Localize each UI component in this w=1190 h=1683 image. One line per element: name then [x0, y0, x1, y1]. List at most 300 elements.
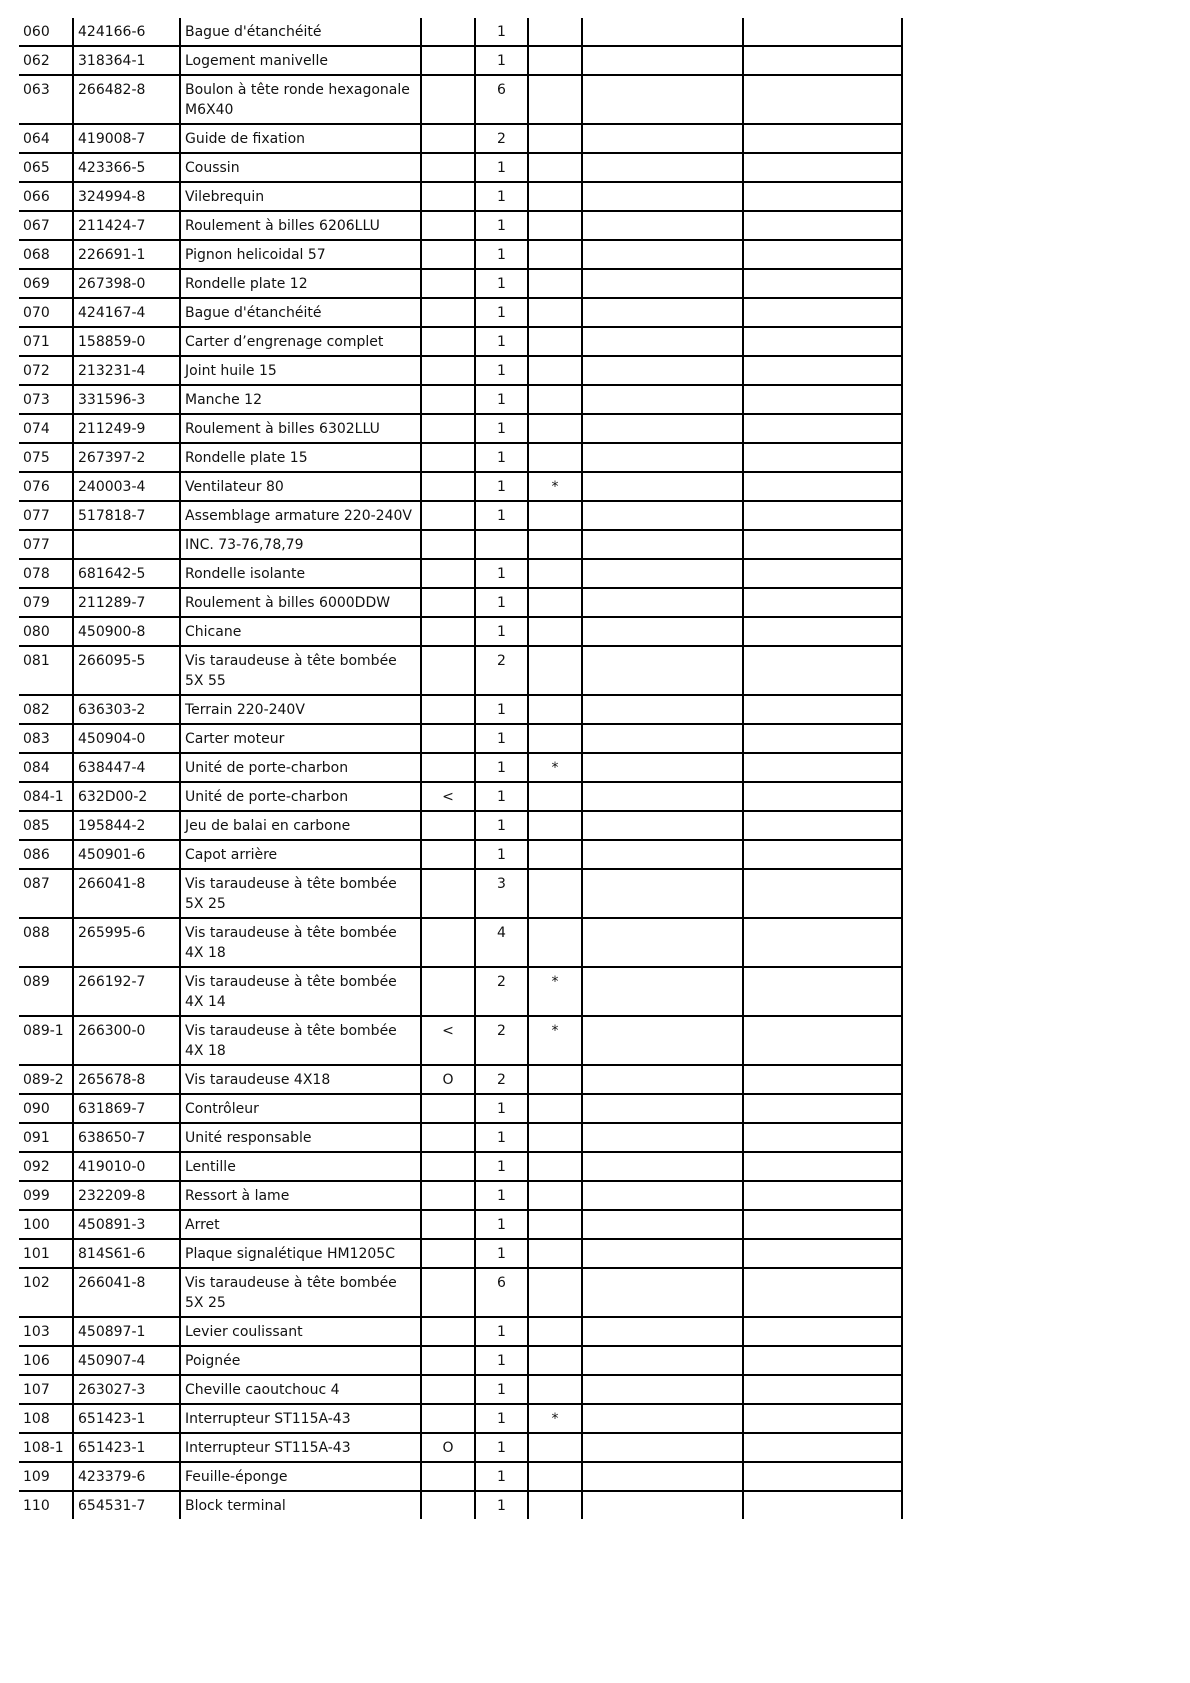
blank-cell	[582, 443, 743, 472]
part-number-cell: 450907-4	[73, 1346, 180, 1375]
part-number-cell: 213231-4	[73, 356, 180, 385]
blank-cell	[743, 1375, 902, 1404]
description-cell: Roulement à billes 6302LLU	[180, 414, 421, 443]
part-number-cell: 267398-0	[73, 269, 180, 298]
blank-cell	[582, 501, 743, 530]
table-row	[19, 153, 902, 182]
blank-cell	[582, 240, 743, 269]
note-mark-cell	[528, 385, 582, 414]
part-number-cell: 814S61-6	[73, 1239, 180, 1268]
part-number-cell	[73, 530, 180, 559]
description-cell: Carter d’engrenage complet	[180, 327, 421, 356]
change-mark-cell	[421, 918, 475, 967]
note-mark-cell	[528, 298, 582, 327]
item-number-cell: 067	[19, 211, 73, 240]
blank-cell	[743, 1462, 902, 1491]
change-mark-cell	[421, 414, 475, 443]
note-mark-cell	[528, 1268, 582, 1317]
table-row	[19, 46, 902, 75]
quantity-cell: 1	[475, 724, 528, 753]
description-cell: Carter moteur	[180, 724, 421, 753]
item-number-cell: 089-1	[19, 1016, 73, 1065]
description-cell: Rondelle plate 15	[180, 443, 421, 472]
blank-cell	[582, 782, 743, 811]
description-cell: Ressort à lame	[180, 1181, 421, 1210]
part-number-cell: 211289-7	[73, 588, 180, 617]
note-mark-cell	[528, 1433, 582, 1462]
quantity-cell: 1	[475, 1094, 528, 1123]
quantity-cell: 1	[475, 559, 528, 588]
item-number-cell: 102	[19, 1268, 73, 1317]
table-row	[19, 75, 902, 124]
note-mark-cell	[528, 124, 582, 153]
table-row	[19, 918, 902, 967]
blank-cell	[582, 1181, 743, 1210]
item-number-cell: 063	[19, 75, 73, 124]
part-number-cell: 450891-3	[73, 1210, 180, 1239]
part-number-cell: 419008-7	[73, 124, 180, 153]
blank-cell	[582, 298, 743, 327]
quantity-cell: 1	[475, 472, 528, 501]
blank-cell	[582, 1094, 743, 1123]
blank-cell	[743, 1181, 902, 1210]
description-cell: Arret	[180, 1210, 421, 1239]
change-mark-cell	[421, 1094, 475, 1123]
quantity-cell: 1	[475, 695, 528, 724]
quantity-cell: 1	[475, 153, 528, 182]
part-number-cell: 266300-0	[73, 1016, 180, 1065]
table-row	[19, 1268, 902, 1317]
quantity-cell: 1	[475, 782, 528, 811]
item-number-cell: 080	[19, 617, 73, 646]
parts-table	[19, 18, 903, 1519]
note-mark-cell	[528, 269, 582, 298]
item-number-cell: 090	[19, 1094, 73, 1123]
item-number-cell: 079	[19, 588, 73, 617]
item-number-cell: 066	[19, 182, 73, 211]
item-number-cell: 089	[19, 967, 73, 1016]
item-number-cell: 062	[19, 46, 73, 75]
description-cell: Levier coulissant	[180, 1317, 421, 1346]
table-row	[19, 211, 902, 240]
item-number-cell: 106	[19, 1346, 73, 1375]
change-mark-cell	[421, 501, 475, 530]
change-mark-cell	[421, 1462, 475, 1491]
part-number-cell: 423366-5	[73, 153, 180, 182]
quantity-cell: 1	[475, 327, 528, 356]
blank-cell	[582, 211, 743, 240]
note-mark-cell	[528, 1462, 582, 1491]
change-mark-cell	[421, 1181, 475, 1210]
description-cell: Bague d'étanchéité	[180, 298, 421, 327]
blank-cell	[582, 617, 743, 646]
description-cell: Capot arrière	[180, 840, 421, 869]
item-number-cell: 103	[19, 1317, 73, 1346]
description-cell: Ventilateur 80	[180, 472, 421, 501]
blank-cell	[582, 559, 743, 588]
table-row	[19, 1094, 902, 1123]
quantity-cell: 1	[475, 298, 528, 327]
part-number-cell: 450897-1	[73, 1317, 180, 1346]
change-mark-cell	[421, 869, 475, 918]
description-cell: Coussin	[180, 153, 421, 182]
blank-cell	[743, 1433, 902, 1462]
change-mark-cell	[421, 153, 475, 182]
change-mark-cell	[421, 1346, 475, 1375]
part-number-cell: 211424-7	[73, 211, 180, 240]
table-row	[19, 269, 902, 298]
description-cell: Vis taraudeuse à tête bombée 5X 25	[180, 1268, 421, 1317]
item-number-cell: 089-2	[19, 1065, 73, 1094]
note-mark-cell	[528, 1065, 582, 1094]
item-number-cell: 101	[19, 1239, 73, 1268]
quantity-cell: 1	[475, 1317, 528, 1346]
item-number-cell: 084	[19, 753, 73, 782]
change-mark-cell	[421, 124, 475, 153]
part-number-cell: 638650-7	[73, 1123, 180, 1152]
note-mark-cell	[528, 211, 582, 240]
blank-cell	[743, 1491, 902, 1519]
part-number-cell: 424167-4	[73, 298, 180, 327]
part-number-cell: 266041-8	[73, 1268, 180, 1317]
blank-cell	[582, 918, 743, 967]
table-row	[19, 1123, 902, 1152]
quantity-cell	[475, 530, 528, 559]
blank-cell	[743, 1239, 902, 1268]
item-number-cell: 074	[19, 414, 73, 443]
table-row	[19, 1317, 902, 1346]
part-number-cell: 631869-7	[73, 1094, 180, 1123]
blank-cell	[582, 1065, 743, 1094]
part-number-cell: 266482-8	[73, 75, 180, 124]
change-mark-cell	[421, 385, 475, 414]
quantity-cell: 3	[475, 869, 528, 918]
change-mark-cell	[421, 18, 475, 46]
change-mark-cell: O	[421, 1433, 475, 1462]
description-cell: Unité de porte-charbon	[180, 753, 421, 782]
quantity-cell: 1	[475, 753, 528, 782]
description-cell: Assemblage armature 220-240V	[180, 501, 421, 530]
note-mark-cell	[528, 1123, 582, 1152]
note-mark-cell	[528, 182, 582, 211]
part-number-cell: 226691-1	[73, 240, 180, 269]
description-cell: Boulon à tête ronde hexagonale M6X40	[180, 75, 421, 124]
part-number-cell: 651423-1	[73, 1404, 180, 1433]
description-cell: Contrôleur	[180, 1094, 421, 1123]
item-number-cell: 065	[19, 153, 73, 182]
blank-cell	[582, 840, 743, 869]
description-cell: Feuille-éponge	[180, 1462, 421, 1491]
note-mark-cell	[528, 1317, 582, 1346]
blank-cell	[582, 588, 743, 617]
item-number-cell: 069	[19, 269, 73, 298]
table-row	[19, 967, 902, 1016]
table-row	[19, 298, 902, 327]
blank-cell	[743, 356, 902, 385]
part-number-cell: 318364-1	[73, 46, 180, 75]
table-row	[19, 559, 902, 588]
quantity-cell: 2	[475, 124, 528, 153]
blank-cell	[743, 1404, 902, 1433]
note-mark-cell	[528, 695, 582, 724]
part-number-cell: 263027-3	[73, 1375, 180, 1404]
table-row	[19, 1210, 902, 1239]
table-row	[19, 617, 902, 646]
table-row	[19, 1239, 902, 1268]
quantity-cell: 1	[475, 1462, 528, 1491]
item-number-cell: 085	[19, 811, 73, 840]
description-cell: Interrupteur ST115A-43	[180, 1404, 421, 1433]
change-mark-cell	[421, 46, 475, 75]
part-number-cell: 651423-1	[73, 1433, 180, 1462]
item-number-cell: 071	[19, 327, 73, 356]
note-mark-cell: *	[528, 1404, 582, 1433]
description-cell: Lentille	[180, 1152, 421, 1181]
part-number-cell: 158859-0	[73, 327, 180, 356]
change-mark-cell: <	[421, 1016, 475, 1065]
description-cell: Joint huile 15	[180, 356, 421, 385]
quantity-cell: 2	[475, 967, 528, 1016]
blank-cell	[743, 472, 902, 501]
item-number-cell: 082	[19, 695, 73, 724]
blank-cell	[582, 1210, 743, 1239]
blank-cell	[582, 724, 743, 753]
table-row	[19, 840, 902, 869]
item-number-cell: 083	[19, 724, 73, 753]
table-row	[19, 18, 902, 46]
quantity-cell: 6	[475, 1268, 528, 1317]
change-mark-cell	[421, 1123, 475, 1152]
description-cell: Vis taraudeuse à tête bombée 5X 55	[180, 646, 421, 695]
quantity-cell: 1	[475, 1404, 528, 1433]
table-row	[19, 1462, 902, 1491]
item-number-cell: 108-1	[19, 1433, 73, 1462]
change-mark-cell	[421, 75, 475, 124]
part-number-cell: 450901-6	[73, 840, 180, 869]
table-row	[19, 1152, 902, 1181]
quantity-cell: 4	[475, 918, 528, 967]
part-number-cell: 517818-7	[73, 501, 180, 530]
blank-cell	[582, 811, 743, 840]
quantity-cell: 1	[475, 18, 528, 46]
blank-cell	[582, 182, 743, 211]
item-number-cell: 091	[19, 1123, 73, 1152]
table-row	[19, 182, 902, 211]
quantity-cell: 1	[475, 414, 528, 443]
table-row	[19, 356, 902, 385]
change-mark-cell	[421, 1210, 475, 1239]
description-cell: Vis taraudeuse à tête bombée 4X 18	[180, 918, 421, 967]
part-number-cell: 211249-9	[73, 414, 180, 443]
blank-cell	[582, 753, 743, 782]
description-cell: Poignée	[180, 1346, 421, 1375]
blank-cell	[743, 182, 902, 211]
description-cell: INC. 73-76,78,79	[180, 530, 421, 559]
blank-cell	[582, 1123, 743, 1152]
part-number-cell: 265678-8	[73, 1065, 180, 1094]
blank-cell	[582, 1433, 743, 1462]
quantity-cell: 1	[475, 1210, 528, 1239]
change-mark-cell	[421, 646, 475, 695]
blank-cell	[582, 1239, 743, 1268]
quantity-cell: 1	[475, 1375, 528, 1404]
note-mark-cell	[528, 153, 582, 182]
table-row	[19, 414, 902, 443]
blank-cell	[582, 1317, 743, 1346]
note-mark-cell	[528, 443, 582, 472]
quantity-cell: 1	[475, 501, 528, 530]
blank-cell	[582, 46, 743, 75]
item-number-cell: 073	[19, 385, 73, 414]
blank-cell	[743, 918, 902, 967]
blank-cell	[743, 211, 902, 240]
part-number-cell: 267397-2	[73, 443, 180, 472]
blank-cell	[743, 1210, 902, 1239]
table-row	[19, 472, 902, 501]
blank-cell	[743, 782, 902, 811]
note-mark-cell	[528, 811, 582, 840]
change-mark-cell	[421, 1404, 475, 1433]
description-cell: Rondelle plate 12	[180, 269, 421, 298]
change-mark-cell	[421, 840, 475, 869]
quantity-cell: 1	[475, 840, 528, 869]
blank-cell	[743, 1094, 902, 1123]
blank-cell	[743, 443, 902, 472]
note-mark-cell	[528, 414, 582, 443]
table-row	[19, 782, 902, 811]
description-cell: Unité responsable	[180, 1123, 421, 1152]
note-mark-cell	[528, 1094, 582, 1123]
blank-cell	[582, 1268, 743, 1317]
blank-cell	[743, 724, 902, 753]
quantity-cell: 1	[475, 182, 528, 211]
part-number-cell: 266095-5	[73, 646, 180, 695]
quantity-cell: 1	[475, 46, 528, 75]
description-cell: Block terminal	[180, 1491, 421, 1519]
part-number-cell: 632D00-2	[73, 782, 180, 811]
blank-cell	[743, 240, 902, 269]
item-number-cell: 078	[19, 559, 73, 588]
note-mark-cell: *	[528, 967, 582, 1016]
note-mark-cell	[528, 1375, 582, 1404]
part-number-cell: 654531-7	[73, 1491, 180, 1519]
blank-cell	[582, 1404, 743, 1433]
quantity-cell: 1	[475, 1491, 528, 1519]
blank-cell	[582, 1346, 743, 1375]
part-number-cell: 331596-3	[73, 385, 180, 414]
note-mark-cell	[528, 646, 582, 695]
table-row	[19, 240, 902, 269]
note-mark-cell	[528, 18, 582, 46]
note-mark-cell	[528, 1491, 582, 1519]
item-number-cell: 060	[19, 18, 73, 46]
part-number-cell: 232209-8	[73, 1181, 180, 1210]
change-mark-cell	[421, 182, 475, 211]
table-row	[19, 869, 902, 918]
part-number-cell: 419010-0	[73, 1152, 180, 1181]
table-row	[19, 1181, 902, 1210]
blank-cell	[743, 840, 902, 869]
change-mark-cell	[421, 1152, 475, 1181]
item-number-cell: 086	[19, 840, 73, 869]
note-mark-cell	[528, 1152, 582, 1181]
item-number-cell: 077	[19, 530, 73, 559]
table-row	[19, 443, 902, 472]
description-cell: Guide de fixation	[180, 124, 421, 153]
blank-cell	[743, 1268, 902, 1317]
change-mark-cell	[421, 240, 475, 269]
change-mark-cell	[421, 1317, 475, 1346]
change-mark-cell	[421, 356, 475, 385]
table-row	[19, 327, 902, 356]
item-number-cell: 087	[19, 869, 73, 918]
description-cell: Vis taraudeuse à tête bombée 5X 25	[180, 869, 421, 918]
description-cell: Vilebrequin	[180, 182, 421, 211]
quantity-cell: 1	[475, 443, 528, 472]
item-number-cell: 064	[19, 124, 73, 153]
change-mark-cell	[421, 298, 475, 327]
description-cell: Vis taraudeuse 4X18	[180, 1065, 421, 1094]
description-cell: Manche 12	[180, 385, 421, 414]
change-mark-cell	[421, 695, 475, 724]
blank-cell	[582, 356, 743, 385]
description-cell: Terrain 220-240V	[180, 695, 421, 724]
quantity-cell: 1	[475, 1123, 528, 1152]
part-number-cell: 265995-6	[73, 918, 180, 967]
table-row	[19, 530, 902, 559]
item-number-cell: 070	[19, 298, 73, 327]
change-mark-cell	[421, 443, 475, 472]
blank-cell	[582, 75, 743, 124]
change-mark-cell: O	[421, 1065, 475, 1094]
table-row	[19, 1065, 902, 1094]
part-number-cell: 636303-2	[73, 695, 180, 724]
blank-cell	[582, 1491, 743, 1519]
table-row	[19, 588, 902, 617]
blank-cell	[743, 695, 902, 724]
blank-cell	[582, 1375, 743, 1404]
part-number-cell: 423379-6	[73, 1462, 180, 1491]
change-mark-cell	[421, 1375, 475, 1404]
note-mark-cell	[528, 46, 582, 75]
note-mark-cell	[528, 782, 582, 811]
change-mark-cell	[421, 811, 475, 840]
item-number-cell: 110	[19, 1491, 73, 1519]
item-number-cell: 107	[19, 1375, 73, 1404]
note-mark-cell	[528, 530, 582, 559]
table-row	[19, 501, 902, 530]
part-number-cell: 266041-8	[73, 869, 180, 918]
blank-cell	[743, 298, 902, 327]
item-number-cell: 100	[19, 1210, 73, 1239]
table-row	[19, 1404, 902, 1433]
table-row	[19, 1433, 902, 1462]
note-mark-cell	[528, 240, 582, 269]
blank-cell	[582, 695, 743, 724]
note-mark-cell	[528, 1239, 582, 1268]
change-mark-cell	[421, 530, 475, 559]
blank-cell	[743, 753, 902, 782]
item-number-cell: 076	[19, 472, 73, 501]
quantity-cell: 2	[475, 646, 528, 695]
part-number-cell: 324994-8	[73, 182, 180, 211]
item-number-cell: 068	[19, 240, 73, 269]
change-mark-cell	[421, 327, 475, 356]
description-cell: Vis taraudeuse à tête bombée 4X 14	[180, 967, 421, 1016]
description-cell: Roulement à billes 6000DDW	[180, 588, 421, 617]
change-mark-cell	[421, 1268, 475, 1317]
blank-cell	[743, 617, 902, 646]
